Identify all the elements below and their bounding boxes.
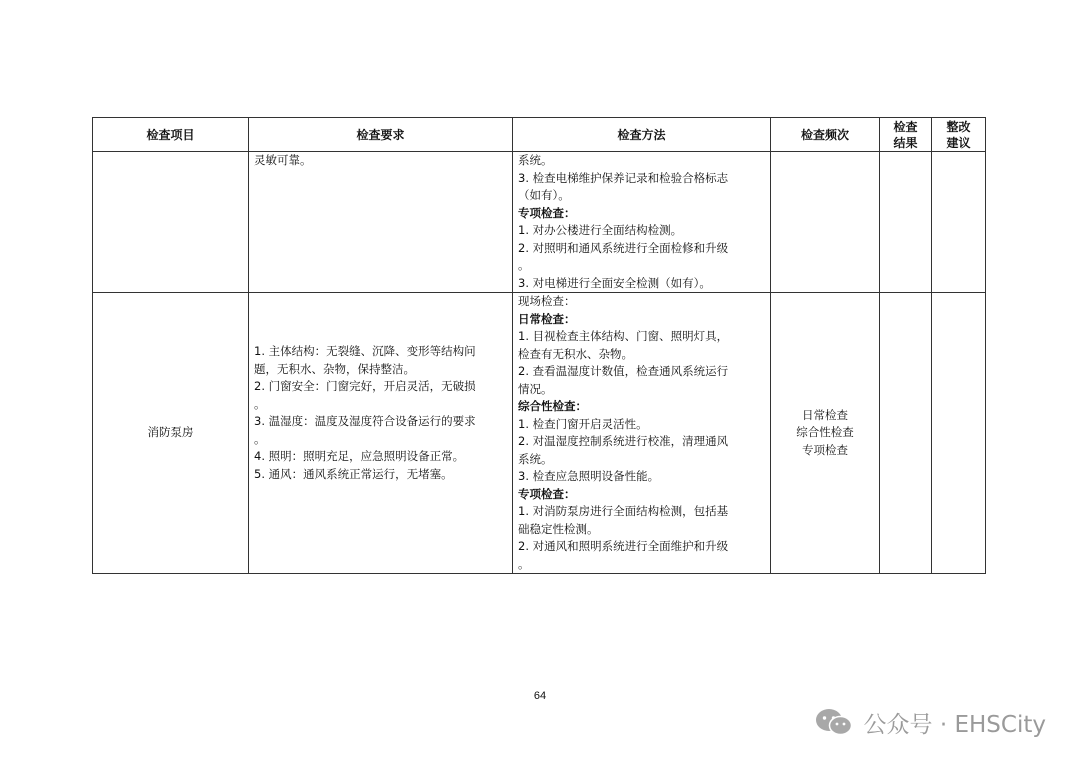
text-line: 2. 门窗安全：门窗完好，开启灵活，无破损	[254, 379, 476, 393]
requirement-lines	[254, 152, 507, 170]
cell-method	[513, 152, 771, 293]
text-line: 5. 通风：通风系统正常运行，无堵塞。	[254, 466, 453, 481]
table-header-row	[93, 118, 986, 152]
cell-method	[513, 293, 771, 574]
text-line: 2. 对温湿度控制系统进行校准，清理通风	[518, 434, 729, 448]
header-result-line-1: 检查	[893, 119, 918, 134]
text-line: （如有）。	[518, 188, 570, 202]
text-line: 。	[254, 396, 266, 411]
inspection-table	[92, 117, 986, 574]
text-line: 综合性检查	[796, 425, 854, 440]
text-line: 系统。	[518, 153, 553, 167]
method-lines	[518, 152, 765, 292]
text-line: 1. 对办公楼进行全面结构检测。	[518, 223, 683, 237]
text-line: 专项检查	[802, 442, 848, 457]
header-suggestion	[932, 118, 986, 152]
text-line: 1. 检查门窗开启灵活性。	[518, 416, 648, 431]
method-lines	[518, 293, 765, 573]
text-line: 3. 检查电梯维护保养记录和检验合格标志	[518, 170, 729, 185]
header-frequency: 检查频次	[771, 118, 880, 152]
text-line: 专项检查：	[518, 486, 576, 501]
text-line: 4. 照明：照明充足，应急照明设备正常。	[254, 449, 465, 463]
text-line: 3. 检查应急照明设备性能。	[518, 469, 660, 483]
text-line: 1. 对消防泵房进行全面结构检测，包括基	[518, 504, 729, 518]
table-row	[93, 293, 986, 574]
text-line: 综合性检查：	[518, 399, 587, 413]
text-line: 专项检查：	[518, 205, 576, 220]
header-result-line-2: 结果	[893, 135, 918, 150]
header-method: 检查方法	[513, 118, 771, 152]
text-line: 现场检查：	[518, 294, 576, 308]
text-line: 3. 对电梯进行全面安全检测（如有）。	[518, 275, 711, 290]
text-line: 。	[518, 556, 530, 571]
header-suggestion-line-2: 建议	[946, 135, 971, 150]
text-line: 。	[518, 258, 530, 272]
text-line: 灵敏可靠。	[254, 153, 312, 167]
cell-frequency	[771, 152, 880, 293]
text-line: 。	[254, 431, 266, 446]
watermark	[814, 706, 1046, 738]
text-line: 2. 对通风和照明系统进行全面维护和升级	[518, 539, 729, 553]
text-line: 础稳定性检测。	[518, 521, 599, 536]
cell-suggestion	[932, 152, 986, 293]
text-line: 情况。	[518, 381, 553, 396]
cell-item: 消防泵房	[93, 293, 249, 574]
header-suggestion-line-1: 整改	[946, 119, 971, 134]
cell-requirement	[249, 152, 513, 293]
cell-frequency	[771, 293, 880, 574]
frequency-lines	[776, 407, 874, 460]
text-line: 检查有无积水、杂物。	[518, 346, 633, 361]
text-line: 1. 主体结构：无裂缝、沉降、变形等结构问	[254, 344, 476, 358]
text-line: 1. 目视检查主体结构、门窗、照明灯具，	[518, 329, 729, 343]
header-requirement: 检查要求	[249, 118, 513, 152]
cell-result	[880, 293, 932, 574]
text-line: 2. 对照明和通风系统进行全面检修和升级	[518, 240, 729, 255]
table-row	[93, 152, 986, 293]
requirement-lines	[254, 293, 507, 483]
cell-requirement	[249, 293, 513, 574]
cell-result	[880, 152, 932, 293]
cell-item	[93, 152, 249, 293]
header-item: 检查项目	[93, 118, 249, 152]
text-line: 3. 温湿度：温度及湿度符合设备运行的要求	[254, 414, 476, 428]
watermark-text: 公众号 · EHSCity	[863, 711, 1046, 738]
page-number: 64	[533, 690, 547, 702]
cell-suggestion	[932, 293, 986, 574]
text-line: 题，无积水、杂物，保持整洁。	[254, 361, 415, 376]
wechat-icon	[814, 707, 854, 737]
text-line: 2. 查看温湿度计数值，检查通风系统运行	[518, 364, 729, 378]
text-line: 系统。	[518, 451, 553, 466]
text-line: 日常检查：	[518, 311, 576, 326]
text-line: 日常检查	[802, 407, 848, 422]
header-result	[880, 118, 932, 152]
